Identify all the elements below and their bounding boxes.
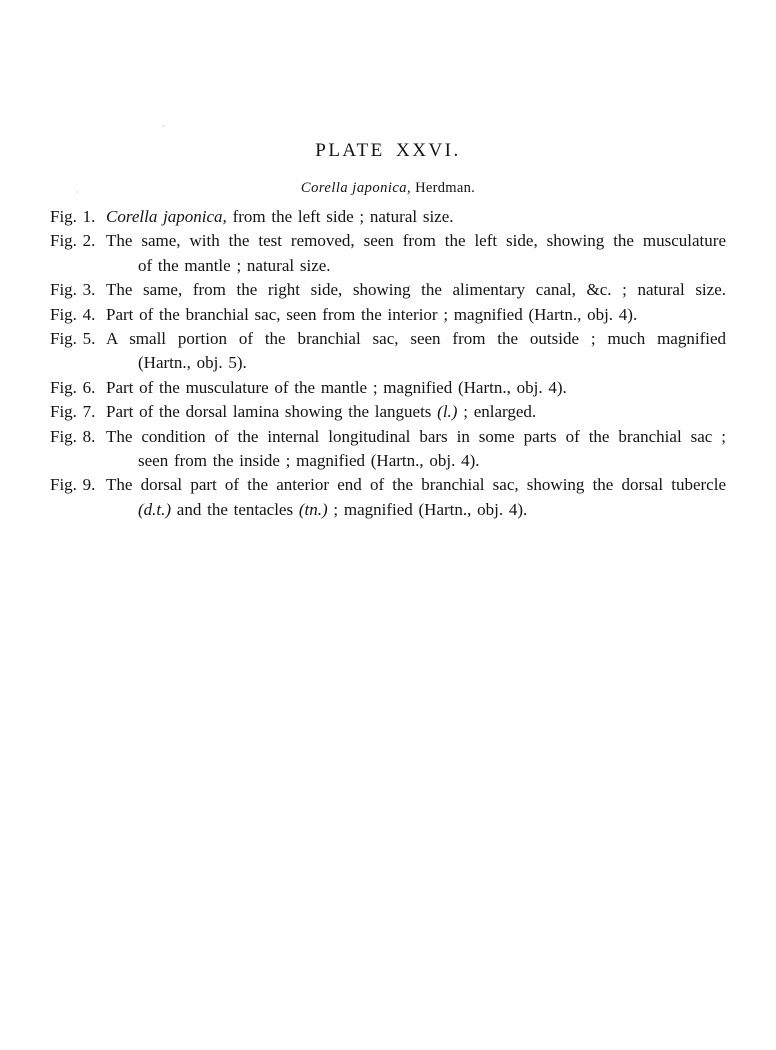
italic-text: (tn.) bbox=[298, 499, 328, 519]
figure-caption-line bbox=[138, 254, 726, 278]
figure-label: Fig. 8. bbox=[50, 426, 96, 446]
figure-label: Fig. 7. bbox=[50, 402, 96, 422]
figure-caption-line bbox=[138, 351, 726, 375]
plate-title: PLATE XXVI. bbox=[315, 140, 461, 161]
figure-entry bbox=[50, 278, 726, 302]
caption-text: Part of the branchial sac, seen from the interior ; magnified (Hartn., obj. 4). bbox=[106, 304, 638, 324]
species-name: Corella japonica, bbox=[300, 180, 412, 196]
caption-text: The dorsal part of the anterior end of the branchial sac, showing the dorsal tubercle bbox=[106, 475, 726, 495]
caption-text: The same, with the test removed, seen from the left side, showing the musculature bbox=[106, 231, 726, 251]
author-name: Herdman. bbox=[411, 180, 476, 196]
caption-text: The same, from the right side, showing the alimentary canal, &c. ; natural size. bbox=[106, 280, 726, 300]
figure-label: Fig. 2. bbox=[50, 231, 96, 251]
figure-entry bbox=[50, 205, 726, 229]
figure-label: Fig. 1. bbox=[50, 207, 96, 226]
caption-text: from the left side ; natural size. bbox=[226, 207, 454, 226]
caption-text: (Hartn., obj. 5). bbox=[138, 353, 247, 373]
figure-caption-line bbox=[106, 327, 726, 351]
caption-text: A small portion of the branchial sac, seen from the outside ; much magnified bbox=[106, 329, 726, 349]
figure-entry bbox=[50, 425, 726, 474]
figure-caption-line bbox=[106, 376, 726, 400]
caption-text: seen from the inside ; magnified (Hartn., obj. 4). bbox=[138, 451, 480, 471]
caption-text: ; magnified (Hartn., obj. 4). bbox=[327, 499, 528, 519]
caption-text: The condition of the internal longitudinal bars in some parts of the branchial sac ; bbox=[106, 426, 726, 446]
italic-text: (l.) bbox=[437, 402, 458, 422]
figure-label: Fig. 3. bbox=[50, 280, 96, 300]
figure-entry bbox=[50, 229, 726, 278]
italic-text: (d.t.) bbox=[138, 499, 172, 519]
figure-caption-line bbox=[106, 205, 726, 229]
caption-text: and the tentacles bbox=[171, 499, 299, 519]
figure-caption-line bbox=[106, 400, 726, 424]
figure-list bbox=[50, 205, 726, 522]
caption-text: Part of the musculature of the mantle ; magnified (Hartn., obj. 4). bbox=[106, 377, 567, 397]
caption-text: ; enlarged. bbox=[457, 402, 537, 422]
figure-caption-line bbox=[106, 229, 726, 253]
figure-label: Fig. 6. bbox=[50, 377, 96, 397]
plate-subtitle bbox=[0, 180, 776, 197]
figure-entry bbox=[50, 473, 726, 522]
figure-entry bbox=[50, 303, 726, 327]
figure-label: Fig. 5. bbox=[50, 329, 96, 349]
figure-caption-line bbox=[138, 498, 726, 522]
figure-entry bbox=[50, 376, 726, 400]
figure-caption-line bbox=[106, 303, 726, 327]
figure-entry bbox=[50, 400, 726, 424]
figure-caption-line bbox=[106, 425, 726, 449]
figure-caption-line bbox=[138, 449, 726, 473]
caption-text: Part of the dorsal lamina showing the languets bbox=[106, 402, 438, 422]
figure-caption-line bbox=[106, 278, 726, 302]
caption-text: of the mantle ; natural size. bbox=[138, 255, 331, 275]
figure-label: Fig. 4. bbox=[50, 304, 96, 324]
scan-speck bbox=[162, 125, 165, 127]
figure-caption-line bbox=[106, 473, 726, 497]
italic-text: Corella japonica, bbox=[106, 207, 227, 226]
figure-label: Fig. 9. bbox=[50, 475, 96, 495]
figure-entry bbox=[50, 327, 726, 376]
